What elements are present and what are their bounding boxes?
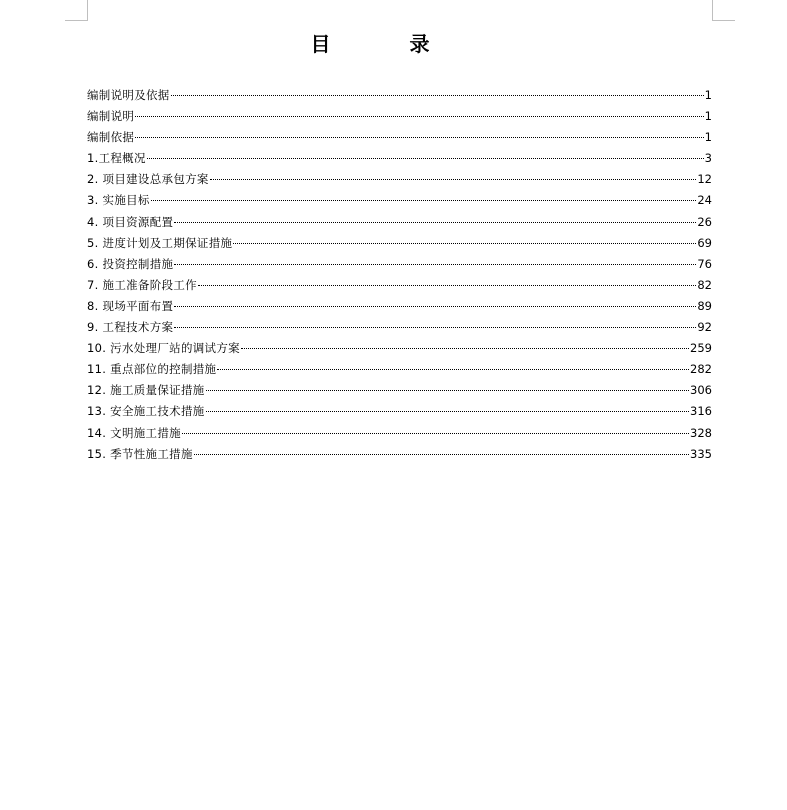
toc-dot-leader xyxy=(171,95,704,96)
toc-entry-page-number: 82 xyxy=(697,277,712,292)
crop-mark-top-left xyxy=(65,0,88,21)
crop-mark-top-right xyxy=(712,0,735,21)
toc-entry-page-number: 1 xyxy=(704,109,712,124)
toc-entry-page-number: 1 xyxy=(704,130,712,145)
toc-entry[interactable] xyxy=(87,338,712,359)
toc-entry-page-number: 89 xyxy=(697,298,712,313)
toc-entry-page-number: 306 xyxy=(690,383,712,398)
toc-dot-leader xyxy=(135,137,703,138)
toc-dot-leader xyxy=(174,222,696,223)
toc-entry[interactable] xyxy=(87,380,712,401)
toc-entry-label: 2. 项目建设总承包方案 xyxy=(87,172,209,187)
toc-entry-label: 5. 进度计划及工期保证措施 xyxy=(87,235,233,250)
toc-dot-leader xyxy=(182,433,689,434)
toc-entry-label: 12. 施工质量保证措施 xyxy=(87,383,205,398)
toc-dot-leader xyxy=(210,179,697,180)
toc-entry[interactable] xyxy=(87,296,712,317)
toc-entry-page-number: 12 xyxy=(697,172,712,187)
toc-entry[interactable] xyxy=(87,127,712,148)
toc-entry-label: 13. 安全施工技术措施 xyxy=(87,404,205,419)
toc-dot-leader xyxy=(174,306,696,307)
toc-entry-label: 10. 污水处理厂站的调试方案 xyxy=(87,341,240,356)
toc-entry[interactable] xyxy=(87,359,712,380)
toc-dot-leader xyxy=(174,327,696,328)
toc-entry-page-number: 69 xyxy=(697,235,712,250)
toc-entry-page-number: 76 xyxy=(697,256,712,271)
toc-dot-leader xyxy=(241,348,689,349)
toc-entry[interactable] xyxy=(87,254,712,275)
toc-dot-leader xyxy=(206,411,690,412)
toc-entry-label: 3. 实施目标 xyxy=(87,193,150,208)
toc-title: 目 录 xyxy=(310,32,466,56)
toc-entry-label: 4. 项目资源配置 xyxy=(87,214,174,229)
toc-entry-label: 14. 文明施工措施 xyxy=(87,425,181,440)
toc-entry-page-number: 259 xyxy=(690,341,712,356)
toc-entry-label: 编制依据 xyxy=(87,130,135,145)
toc-dot-leader xyxy=(147,158,704,159)
toc-entry-page-number: 328 xyxy=(690,425,712,440)
toc-entry-page-number: 1 xyxy=(704,88,712,102)
toc-entry[interactable] xyxy=(87,317,712,338)
toc-entry-page-number: 24 xyxy=(697,193,712,208)
toc-entry[interactable] xyxy=(87,106,712,127)
toc-entry[interactable] xyxy=(87,275,712,296)
toc-entry-label: 8. 现场平面布置 xyxy=(87,298,174,313)
toc-list xyxy=(87,85,712,465)
toc-dot-leader xyxy=(206,390,690,391)
toc-entry-label: 编制说明及依据 xyxy=(87,88,170,102)
toc-dot-leader xyxy=(233,243,696,244)
toc-entry-label: 编制说明 xyxy=(87,109,135,124)
toc-dot-leader xyxy=(194,454,689,455)
toc-entry[interactable] xyxy=(87,212,712,233)
toc-entry[interactable] xyxy=(87,169,712,190)
toc-entry-label: 6. 投资控制措施 xyxy=(87,256,174,271)
toc-dot-leader xyxy=(217,369,689,370)
toc-entry-label: 1.工程概况 xyxy=(87,151,146,166)
toc-dot-leader xyxy=(174,264,696,265)
toc-entry-label: 9. 工程技术方案 xyxy=(87,320,174,335)
toc-entry[interactable] xyxy=(87,401,712,422)
toc-entry-page-number: 3 xyxy=(704,151,712,166)
toc-entry-page-number: 92 xyxy=(697,320,712,335)
toc-entry[interactable] xyxy=(87,233,712,254)
toc-entry-label: 15. 季节性施工措施 xyxy=(87,446,193,461)
toc-entry-label: 7. 施工准备阶段工作 xyxy=(87,277,197,292)
toc-dot-leader xyxy=(135,116,703,117)
toc-entry[interactable] xyxy=(87,444,712,465)
toc-entry[interactable] xyxy=(87,85,712,106)
toc-dot-leader xyxy=(151,200,697,201)
toc-entry-page-number: 335 xyxy=(690,446,712,461)
toc-entry-page-number: 26 xyxy=(697,214,712,229)
toc-entry[interactable] xyxy=(87,423,712,444)
toc-dot-leader xyxy=(198,285,696,286)
toc-entry[interactable] xyxy=(87,190,712,211)
toc-entry-page-number: 282 xyxy=(690,362,712,377)
toc-entry-page-number: 316 xyxy=(690,404,712,419)
toc-entry[interactable] xyxy=(87,148,712,169)
toc-entry-label: 11. 重点部位的控制措施 xyxy=(87,362,217,377)
